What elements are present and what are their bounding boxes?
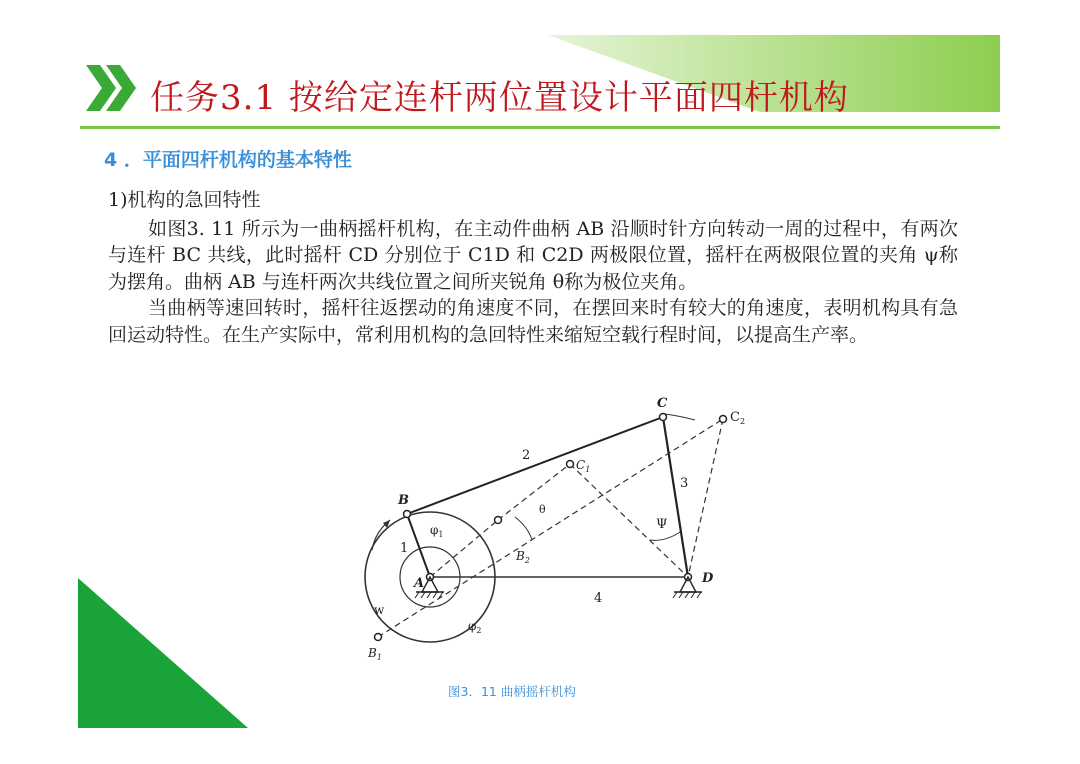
body-text — [108, 187, 958, 348]
section-heading: 4 ．平面四杆机构的基本特性 — [104, 149, 352, 171]
paragraph: 如图3. 11 所示为一曲柄摇杆机构，在主动件曲柄 AB 沿顺时针方向转动一周的过程中，有两次与连杆 BC 共线，此时摇杆 CD 分别位于 C1D 和 C2D 两极限位置，摇杆在两极限位置的夹角 ψ称为摆角。曲柄 AB 与连杆两次共线位置之间所夹锐角 θ称为极位夹角。 — [108, 217, 958, 293]
rocker-arc — [665, 414, 695, 420]
label-a: A — [414, 576, 425, 591]
joint-c1 — [567, 461, 574, 468]
joint-b2 — [495, 517, 502, 524]
joint-c — [660, 414, 667, 421]
coupler-link — [407, 417, 663, 514]
dashed-line — [688, 419, 723, 577]
label-theta: θ — [539, 503, 546, 516]
label-psi: Ψ — [656, 517, 668, 532]
joint-b — [404, 511, 411, 518]
joint-c2 — [720, 416, 727, 423]
title-underline — [80, 126, 1000, 129]
label-c1: $C_1$ — [576, 458, 591, 474]
label-link-3: 3 — [680, 476, 689, 491]
page-title: 任务3.1 按给定连杆两位置设计平面四杆机构 — [150, 78, 849, 118]
crank-rocker-diagram — [350, 392, 750, 672]
figure-caption: 图3．11 曲柄摇杆机构 — [448, 684, 576, 699]
label-d: D — [702, 571, 714, 586]
label-b: B — [398, 493, 409, 508]
dashed-line — [498, 464, 570, 520]
label-c2: $C_2$ — [730, 410, 746, 426]
joint-b1 — [375, 634, 382, 641]
rocker-link — [663, 417, 688, 577]
theta-arc — [515, 517, 532, 540]
label-w: w — [374, 603, 385, 617]
label-phi1: $\varphi_1$ — [430, 523, 444, 539]
label-c: C — [657, 396, 668, 411]
dashed-line — [570, 464, 688, 577]
psi-arc — [650, 532, 680, 540]
double-chevron-icon — [86, 63, 144, 113]
label-link-1: 1 — [400, 541, 409, 556]
crank-link — [407, 514, 430, 577]
paragraph: 当曲柄等速回转时，摇杆往返摆动的角速度不同，在摆回来时有较大的角速度，表明机构具有急回运动特性。在生产实际中，常利用机构的急回特性来缩短空载行程时间，以提高生产率。 — [108, 297, 958, 346]
label-link-2: 2 — [522, 448, 531, 463]
label-phi2: $\varphi_2$ — [468, 619, 482, 635]
label-b2: $B_2$ — [516, 549, 530, 565]
subheading: 1)机构的急回特性 — [108, 189, 261, 211]
bottom-left-triangle — [78, 578, 248, 728]
label-b1: $B_1$ — [368, 646, 382, 662]
label-link-4: 4 — [594, 591, 603, 606]
